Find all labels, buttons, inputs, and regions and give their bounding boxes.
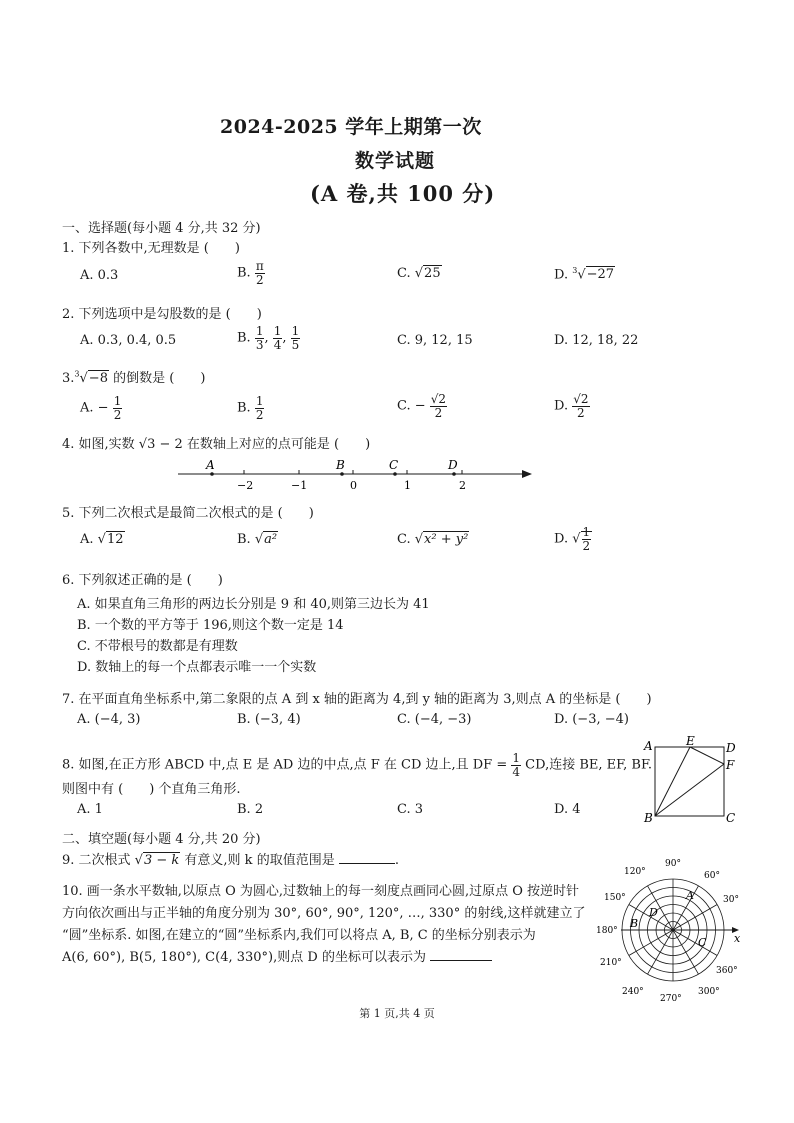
tick-label-neg1: −1 [291, 479, 308, 492]
question-1-stem: 1. 下列各数中,无理数是 ( ) [62, 241, 240, 256]
exam-title-line1: 2024-2025 学年上期第一次 [220, 116, 482, 138]
point-label-d: D [448, 458, 458, 472]
q3-option-b: B. $\frac{1}{2}$ [237, 394, 264, 422]
q3-option-d: D. $\frac{√2}{2}$ [554, 392, 589, 420]
q2-option-b: B. $\frac{1}{3}$ , $\frac{1}{4}$ , $\frac{1}{5}$ [237, 324, 300, 352]
polar-point-c-label: C [698, 936, 707, 949]
q1-option-a: A. 0.3 [80, 268, 119, 283]
point-a-dot [210, 472, 214, 476]
q8-option-a: A. 1 [77, 802, 103, 817]
vertex-label-f: F [726, 758, 735, 772]
q2-option-a: A. 0.3, 0.4, 0.5 [80, 333, 177, 348]
q7-option-c: C. (−4, −3) [397, 712, 472, 727]
square-outline [655, 747, 724, 816]
question-10-line3: “圆”坐标系. 如图,在建立的“圆”坐标系内,我们可以将点 A, B, C 的坐标分别表示为 [62, 928, 536, 943]
section-heading-choice: 一、选择题(每小题 4 分,共 32 分) [62, 221, 261, 236]
question-5-stem: 5. 下列二次根式是最简二次根式的是 ( ) [62, 506, 314, 521]
q3-option-a: A. − $\frac{1}{2}$ [80, 394, 122, 422]
vertex-label-b: B [644, 811, 653, 825]
angle-label-60: 60° [704, 871, 720, 881]
angle-label-210: 210° [600, 958, 622, 968]
q5-option-a: A. √12 [80, 532, 124, 547]
polar-point-a-label: A [686, 889, 694, 902]
vertex-label-d: D [726, 741, 736, 755]
point-c-dot [393, 472, 397, 476]
vertex-label-c: C [726, 811, 736, 825]
angle-label-150: 150° [604, 893, 626, 903]
question-2-stem: 2. 下列选项中是勾股数的是 ( ) [62, 307, 262, 322]
question-9-stem: 9. 二次根式 √3 − k 有意义,则 k 的取值范围是 . [62, 853, 399, 868]
tick-label-2: 2 [459, 479, 466, 492]
q1-option-c: C. √25 [397, 266, 441, 281]
page-footer: 第 1 页,共 4 页 [359, 1007, 435, 1020]
angle-label-270: 270° [660, 994, 682, 1004]
question-3-stem: 3.$^3$√−8 的倒数是 ( ) [62, 369, 206, 386]
q7-option-d: D. (−3, −4) [554, 712, 629, 727]
q5-option-b: B. √a² [237, 532, 278, 547]
q3-option-c: C. − $\frac{√2}{2}$ [397, 392, 447, 420]
q1-option-b: B. $\frac{\pi}{2}$ [237, 259, 264, 287]
tick-label-neg2: −2 [237, 479, 254, 492]
q1-option-d: D. $^3$√−27 [554, 266, 615, 283]
segment-ef [690, 747, 724, 764]
q7-option-a: A. (−4, 3) [77, 712, 141, 727]
point-label-b: B [336, 458, 345, 472]
q8-option-b: B. 2 [237, 802, 264, 817]
q8-option-c: C. 3 [397, 802, 424, 817]
q8-option-d: D. 4 [554, 802, 581, 817]
polar-axis-label: x [734, 932, 741, 945]
q6-option-d: D. 数轴上的每一个点都表示唯一一个实数 [77, 660, 317, 675]
polar-ray [648, 930, 674, 974]
exam-title-line3: (A 卷,共 100 分) [310, 181, 496, 206]
polar-ray [673, 930, 699, 974]
segment-be [655, 747, 690, 816]
number-line-arrow [522, 470, 532, 478]
q5-option-d: D. √ $\frac{1}{2}$ [554, 525, 591, 553]
angle-label-300: 300° [698, 987, 720, 997]
question-7-stem: 7. 在平面直角坐标系中,第二象限的点 A 到 x 轴的距离为 4,到 y 轴的距离为 3,则点 A 的坐标是 ( ) [62, 692, 652, 707]
section-heading-fill: 二、填空题(每小题 4 分,共 20 分) [62, 832, 261, 847]
segment-bf [655, 764, 724, 816]
circle-coordinate-figure [596, 852, 746, 1004]
point-label-c: C [389, 458, 399, 472]
q7-option-b: B. (−3, 4) [237, 712, 301, 727]
question-10-line1: 10. 画一条水平数轴,以原点 O 为圆心,过数轴上的每一刻度点画同心圆,过原点 O 按逆时针 [62, 884, 580, 899]
angle-label-240: 240° [622, 987, 644, 997]
q2-option-c: C. 9, 12, 15 [397, 333, 473, 348]
vertex-label-a: A [644, 739, 653, 753]
point-b-dot [340, 472, 344, 476]
polar-point-d-label: D [649, 906, 658, 919]
vertex-label-e: E [686, 736, 695, 748]
polar-ray [673, 905, 717, 931]
question-8-stem-line2: 则图中有 ( ) 个直角三角形. [62, 782, 241, 797]
angle-label-30: 30° [723, 895, 739, 905]
number-line-ticks [244, 470, 462, 474]
polar-ray [629, 930, 673, 956]
polar-ray [673, 930, 717, 956]
angle-label-180: 180° [596, 926, 618, 936]
angle-label-120: 120° [624, 867, 646, 877]
point-d-dot [452, 472, 456, 476]
q6-option-c: C. 不带根号的数都是有理数 [77, 639, 238, 654]
question-4-stem: 4. 如图,实数 √3 − 2 在数轴上对应的点可能是 ( ) [62, 437, 371, 452]
tick-label-0: 0 [350, 479, 357, 492]
polar-point-b-label: B [630, 917, 639, 930]
q10-answer-blank[interactable] [430, 960, 492, 961]
exam-title-line2: 数学试题 [355, 150, 436, 172]
angle-label-90: 90° [665, 859, 681, 869]
question-8-stem-line1: 8. 如图,在正方形 ABCD 中,点 E 是 AD 边的中点,点 F 在 CD 边上,且 DF = $\frac{1}{4}$ CD,连接 BE, EF, BF. [62, 751, 653, 779]
q6-option-b: B. 一个数的平方等于 196,则这个数一定是 14 [77, 618, 344, 633]
q2-option-d: D. 12, 18, 22 [554, 333, 639, 348]
question-10-line4: A(6, 60°), B(5, 180°), C(4, 330°),则点 D 的坐标可以表示为 [62, 946, 492, 965]
point-label-a: A [206, 458, 215, 472]
q9-answer-blank[interactable] [339, 863, 395, 864]
tick-label-1: 1 [404, 479, 411, 492]
question-6-stem: 6. 下列叙述正确的是 ( ) [62, 573, 223, 588]
number-line-figure [170, 458, 540, 492]
question-10-line2: 方向依次画出与正半轴的角度分别为 30°, 60°, 90°, 120°, …, 330° 的射线,这样就建立了 [62, 906, 586, 921]
q6-option-a: A. 如果直角三角形的两边长分别是 9 和 40,则第三边长为 41 [77, 597, 430, 612]
q5-option-c: C. √x² + y² [397, 532, 469, 547]
square-abcd-figure [640, 736, 740, 826]
angle-label-360: 360° [716, 966, 738, 976]
